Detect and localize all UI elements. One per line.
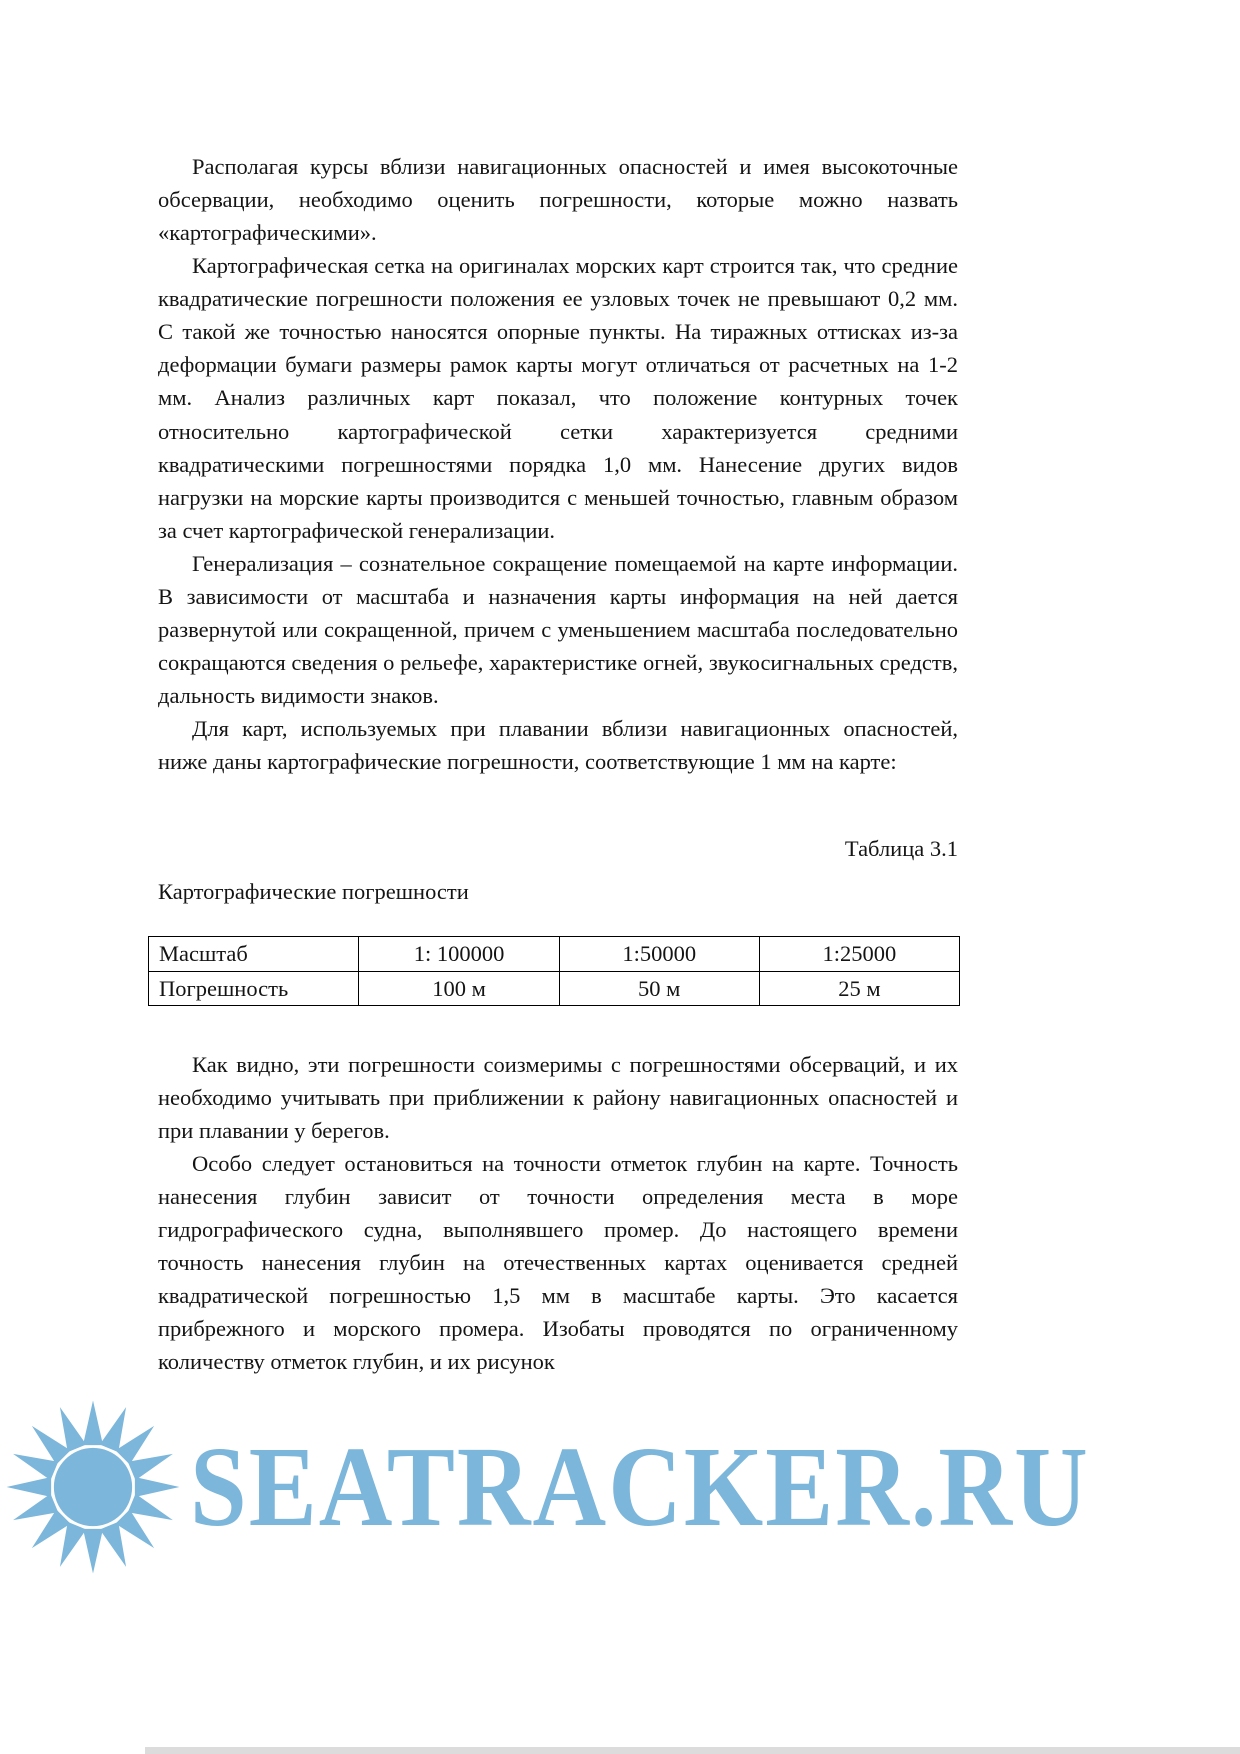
page-bottom-edge [145,1747,1240,1754]
paragraph-4: Для карт, используемых при плавании вблизи навигационных опасностей, ниже даны картографические погрешности, соответствующие 1 мм на карте: [158,716,958,775]
after-table-text [158,1048,958,1379]
sun-icon [2,1396,184,1578]
watermark [0,1392,1140,1582]
table-cell: Масштаб [149,937,359,971]
table-title: Картографические погрешности [158,879,469,905]
table-cell: 1:25000 [759,937,959,971]
table-cell: 1:50000 [559,937,759,971]
table-cell: 1: 100000 [359,937,559,971]
paragraph-6: Особо следует остановиться на точности отметок глубин на карте. Точность нанесения глубин зависит от точности определения места в море гидрографического судна, выполнявшего промер. До настоящего времени точность нанесения глубин на отечественных картах оценивается средней квадратической погрешностью 1,5 мм в масштабе карты. Это касается прибрежного и морского промера. Изобаты проводятся по ограниченному количеству отметок глубин, и их рисунок [158,1151,958,1375]
table-row-error [149,971,960,1005]
paragraph-5: Как видно, эти погрешности соизмеримы с погрешностями обсерваций, и их необходимо учитывать при приближении к району навигационных опасностей и при плавании у берегов. [158,1051,958,1143]
paragraph-2: Картографическая сетка на оригиналах морских карт строится так, что средние квадратические погрешности положения ее узловых точек не превышают 0,2 мм. С такой же точностью наносятся опорные пункты. На тиражных оттисках из-за деформации бумаги размеры рамок карты могут отличаться от расчетных на 1-2 мм. Анализ различных карт показал, что положение контурных точек относительно картографической сетки характеризуется средними квадратическими погрешностями порядка 1,0 мм. Нанесение других видов нагрузки на морские карты производится с меньшей точностью, главным образом за счет картографической генерализации. [158,253,958,543]
table-row-scale [149,937,960,971]
page-content [158,150,958,1378]
table-cell: 100 м [359,971,559,1005]
table-cell: 50 м [559,971,759,1005]
cartographic-errors-table [148,936,960,1006]
paragraph-1: Располагая курсы вблизи навигационных опасностей и имея высокоточные обсервации, необходимо оценить погрешности, которые можно назвать «картографическими». [158,154,958,246]
watermark-text: SEATRACKER.RU [190,1423,1090,1551]
table-cell: Погрешность [149,971,359,1005]
table-cell: 25 м [759,971,959,1005]
table-label: Таблица 3.1 [844,836,958,862]
paragraph-3: Генерализация – сознательное сокращение помещаемой на карте информации. В зависимости от масштаба и назначения карты информация на ней дается развернутой или сокращенной, причем с уменьшением масштаба последовательно сокращаются сведения о рельефе, характеристике огней, звукосигнальных средств, дальность видимости знаков. [158,550,958,708]
